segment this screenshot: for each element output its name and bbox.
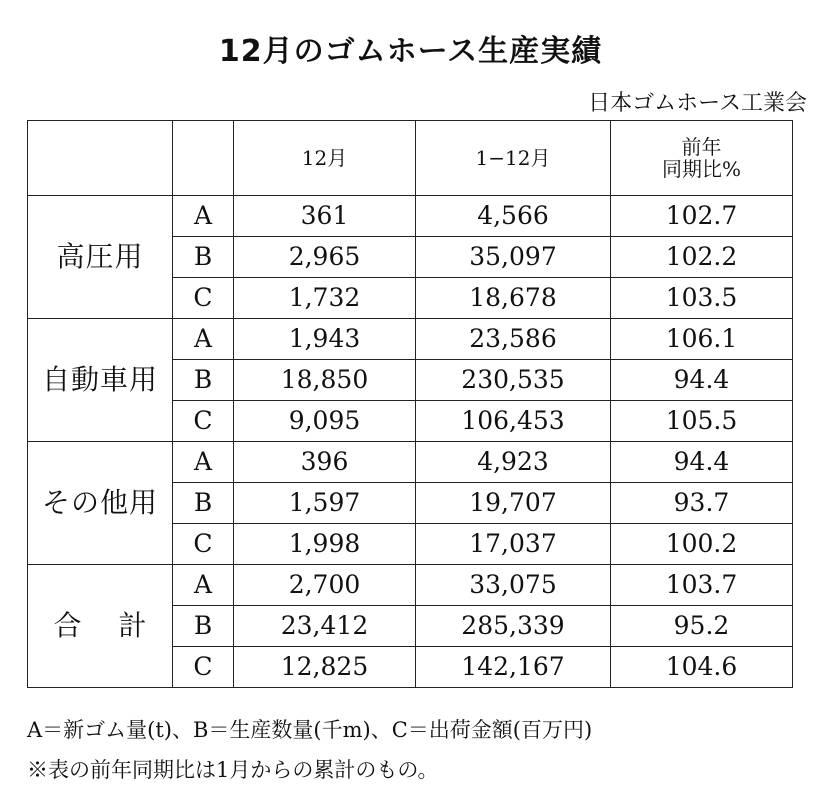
yoy-value-cell: 100.2 bbox=[611, 524, 793, 565]
yoy-value-cell: 105.5 bbox=[611, 401, 793, 442]
ytd-value-cell: 23,586 bbox=[416, 319, 611, 360]
type-cell: A bbox=[173, 196, 234, 237]
ytd-value-cell: 17,037 bbox=[416, 524, 611, 565]
ytd-value-cell: 106,453 bbox=[416, 401, 611, 442]
ytd-value-cell: 230,535 bbox=[416, 360, 611, 401]
group-label: 高圧用 bbox=[28, 196, 173, 319]
type-cell: B bbox=[173, 606, 234, 647]
table-row bbox=[28, 319, 793, 360]
group-label: 合 計 bbox=[28, 565, 173, 688]
table-row bbox=[28, 442, 793, 483]
yoy-value-cell: 93.7 bbox=[611, 483, 793, 524]
month-value-cell: 1,597 bbox=[234, 483, 416, 524]
table-body bbox=[28, 121, 793, 688]
month-value-cell: 18,850 bbox=[234, 360, 416, 401]
yoy-value-cell: 94.4 bbox=[611, 360, 793, 401]
month-value-cell: 396 bbox=[234, 442, 416, 483]
header-cell-group bbox=[28, 121, 173, 196]
header-cell-type bbox=[173, 121, 234, 196]
ytd-value-cell: 18,678 bbox=[416, 278, 611, 319]
ytd-value-cell: 33,075 bbox=[416, 565, 611, 606]
ytd-value-cell: 4,923 bbox=[416, 442, 611, 483]
ytd-value-cell: 35,097 bbox=[416, 237, 611, 278]
type-cell: A bbox=[173, 565, 234, 606]
type-cell: A bbox=[173, 442, 234, 483]
month-value-cell: 1,732 bbox=[234, 278, 416, 319]
month-value-cell: 2,700 bbox=[234, 565, 416, 606]
type-cell: B bbox=[173, 483, 234, 524]
yoy-value-cell: 95.2 bbox=[611, 606, 793, 647]
type-cell: C bbox=[173, 401, 234, 442]
yoy-value-cell: 103.5 bbox=[611, 278, 793, 319]
ytd-value-cell: 4,566 bbox=[416, 196, 611, 237]
production-table bbox=[27, 120, 793, 688]
type-cell: B bbox=[173, 360, 234, 401]
notes bbox=[27, 710, 592, 790]
header-cell-ytd: 1−12月 bbox=[416, 121, 611, 196]
type-cell: C bbox=[173, 278, 234, 319]
yoy-value-cell: 94.4 bbox=[611, 442, 793, 483]
page-title: 12月のゴムホース生産実績 bbox=[218, 34, 603, 69]
ytd-value-cell: 142,167 bbox=[416, 647, 611, 688]
group-label: その他用 bbox=[28, 442, 173, 565]
yoy-value-cell: 102.7 bbox=[611, 196, 793, 237]
ytd-value-cell: 19,707 bbox=[416, 483, 611, 524]
ytd-value-cell: 285,339 bbox=[416, 606, 611, 647]
yoy-value-cell: 106.1 bbox=[611, 319, 793, 360]
yoy-value-cell: 103.7 bbox=[611, 565, 793, 606]
table-header-row bbox=[28, 121, 793, 196]
month-value-cell: 9,095 bbox=[234, 401, 416, 442]
yoy-value-cell: 102.2 bbox=[611, 237, 793, 278]
group-label: 自動車用 bbox=[28, 319, 173, 442]
type-cell: B bbox=[173, 237, 234, 278]
month-value-cell: 12,825 bbox=[234, 647, 416, 688]
note-legend: A＝新ゴム量(t)、B＝生産数量(千m)、C＝出荷金額(百万円) bbox=[27, 718, 593, 742]
type-cell: C bbox=[173, 524, 234, 565]
header-cell-yoy: 前年 同期比% bbox=[611, 121, 793, 196]
month-value-cell: 2,965 bbox=[234, 237, 416, 278]
month-value-cell: 361 bbox=[234, 196, 416, 237]
note-yoy: ※表の前年同期比は1月からの累計のもの。 bbox=[27, 758, 439, 782]
table-row bbox=[28, 196, 793, 237]
type-cell: C bbox=[173, 647, 234, 688]
table-row bbox=[28, 565, 793, 606]
yoy-value-cell: 104.6 bbox=[611, 647, 793, 688]
month-value-cell: 23,412 bbox=[234, 606, 416, 647]
header-cell-month: 12月 bbox=[234, 121, 416, 196]
month-value-cell: 1,998 bbox=[234, 524, 416, 565]
source-label: 日本ゴムホース工業会 bbox=[588, 91, 807, 116]
month-value-cell: 1,943 bbox=[234, 319, 416, 360]
type-cell: A bbox=[173, 319, 234, 360]
